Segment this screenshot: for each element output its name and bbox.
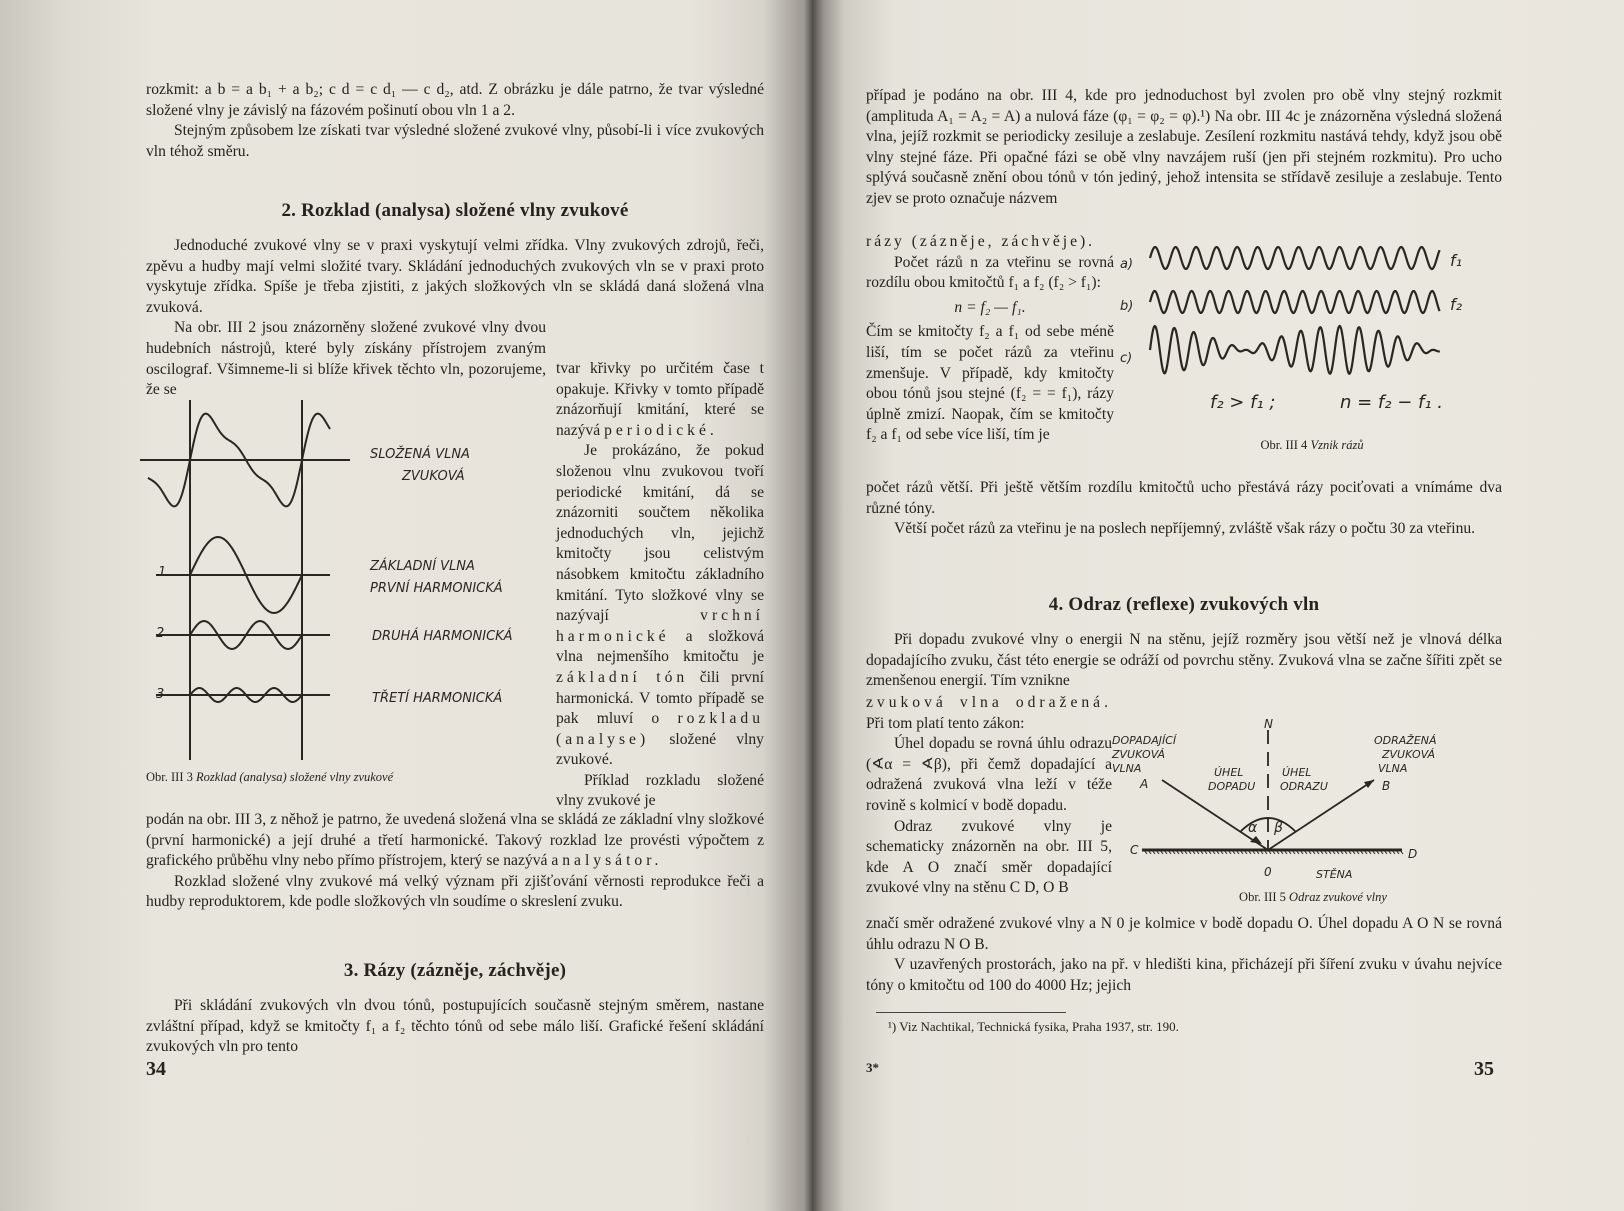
fig3-label-h1-2: PRVNÍ HARMONICKÁ <box>370 581 503 596</box>
fig4-label-b: b) <box>1120 299 1134 314</box>
s2-continued <box>146 810 764 913</box>
section-3-text <box>146 996 764 1058</box>
footnote-area <box>866 1012 1502 1035</box>
rp-formula: n = f₂ — f₁. <box>954 298 1026 316</box>
rp-paragraph-3-full: počet rázů větší. Při ještě větším rozdílu kmitočtů ucho přestává rázy pociťovati a vnímáme dva různé tóny. <box>866 479 1502 517</box>
fig4-relation: f₂ > f₁ ; <box>1210 392 1276 413</box>
footnote: ¹) Viz Nachtikal, Technická fysika, Praha 1937, str. 190. <box>888 1019 1179 1034</box>
s2-side-2b: a složková vlna nejmenšího kmitočtu je <box>556 627 764 666</box>
fig5-angle-in-2: DOPADU <box>1208 780 1256 793</box>
fig5-label-D: D <box>1408 847 1418 861</box>
fig3-label-composite-2: ZVUKOVÁ <box>402 469 465 484</box>
fig5-beta: β <box>1274 820 1283 836</box>
fig5-angle-out-1: ÚHEL <box>1282 766 1312 779</box>
rp-paragraph-1-top <box>866 86 1502 210</box>
fig5-label-wall: STĚNA <box>1316 868 1353 881</box>
fig5-alpha: α <box>1248 820 1258 836</box>
fig4-wave-a <box>1150 247 1440 269</box>
fig3-num-2: 2 <box>156 626 165 641</box>
s4-paragraph-1: Při dopadu zvukové vlny o energii N na stěnu, jejíž rozměry jsou větší než je vlnová délka dopadajícího zvuku, část této energie se odráží od povrchu stěny. Zvuková vlna se začne šířiti zpět se zmenšenou energií. Tím vznikne <box>866 631 1502 690</box>
fig5-caption-text: Odraz zvukové vlny <box>1289 890 1387 904</box>
s2-side-column <box>556 359 764 812</box>
right-side-column <box>866 232 1114 446</box>
fig5-label-N: N <box>1264 717 1273 731</box>
fig5-label-B: B <box>1382 779 1391 793</box>
s2-side-2d: složené vlny zvukové. <box>556 730 764 769</box>
figure-reflection <box>1112 717 1512 890</box>
right-middle-text <box>866 478 1502 540</box>
fig3-label-h2: DRUHÁ HARMONICKÁ <box>372 629 513 644</box>
section-4-text-bottom <box>866 914 1502 996</box>
s2-side-2-spaced-2: základní tón <box>556 668 689 686</box>
fig3-label-composite-1: SLOŽENÁ VLNA <box>370 447 470 462</box>
s2-paragraph-4: Rozklad složené vlny zvukové má velký význam při zjišťování věrnosti reprodukce řeči a hudby reproduktorem, kde podle složkových vln soudíme o skreslení zvuku. <box>146 872 764 911</box>
right-page-number: 35 <box>1474 1058 1494 1080</box>
section-4-text-top <box>866 630 1502 692</box>
section-4-title: 4. Odraz (reflexe) zvukových vln <box>1048 594 1320 615</box>
fig5-incident-2: ZVUKOVÁ <box>1112 748 1165 761</box>
fig3-label-h1-1: ZÁKLADNÍ VLNA <box>370 559 475 574</box>
fig5-reflected-3: VLNA <box>1378 762 1408 775</box>
s4-paragraph-3-full: značí směr odražené zvukové vlny a N 0 je kolmice v bodě dopadu O. Úhel dopadu A O N se rovná úhlu odrazu N O B. <box>866 915 1502 953</box>
s2-paragraph-3: podán na obr. III 3, z něhož je patrno, že uvedená složená vlna se skládá ze základní vlny složkové (první harmonické) a její druhé a třetí harmonické. Takový rozklad lze provésti výpočtem z grafického průběhu vlny nebo přímo přístrojem, který se nazývá <box>146 811 764 870</box>
s4-paragraph-1b: Při tom platí tento zákon: <box>866 714 1025 732</box>
s4-paragraph-3: Odraz zvukové vlny je schematicky znázorněn na obr. III 5, kde A O značí směr dopadající zvukové vlny na stěnu C D, O B <box>866 817 1112 897</box>
s2-side-1: tvar křivky po určitém čase t opakuje. Křivky v tomto případě znázorňují kmitání, které se nazývá <box>556 360 764 439</box>
rp-paragraph-2: Počet rázů n za vteřinu se rovná rozdílu obou kmitočtů f₁ a f₂ (f₂ > f₁): <box>866 253 1114 292</box>
s2-side-2: Je prokázáno, že pokud složenou vlnu zvukovou tvoří periodické kmitání, dá se znázorniti součtem několika jednoduchých vln, jejichž kmitočty jsou celistvým násobkem kmitočtu základního kmitání. Tyto složkové vlny se nazývají <box>556 442 764 625</box>
fig3-caption-text: Rozklad (analysa) složené vlny zvukové <box>196 770 394 784</box>
rp-paragraph-1: případ je podáno na obr. III 4, kde pro jednoduchost byl zvolen pro obě vlny stejný rozkmit (amplituda A₁ = A₂ = A) a nulová fáze (φ₁ = φ₂ = φ).¹) Na obr. III 4c je znázorněna výsledná složená vlna, jejíž rozkmit se periodicky zesiluje a zeslabuje. Zesílení rozkmitu nastává tehdy, když jsou obě vlny stejné fáze. Při opačné fázi se obě vlny navzájem ruší (jen při stejném rozkmitu). Pro ucho splývá současně znění obou tónů v tón jediný, jehož intensita se střídavě zesiluje a zeslabuje. Tento zjev se proto označuje názvem <box>866 87 1502 207</box>
s2-paragraph-1: Jednoduché zvukové vlny se v praxi vyskytují velmi zřídka. Vlny zvukových zdrojů, řeči, zpěvu a hudby mají velmi složité tvary. Skládání jednoduchých zvukových vln se v praxi proto vyskytuje zřídka. Spíše je třeba zjistiti, z jakých složkových vln se skládá daná složená vlna zvuková. <box>146 237 764 316</box>
rp-paragraph-3: Čím se kmitočty f₂ a f₁ od sebe méně liší, tím se počet rázů za vteřinu zmenšuje. V případě, kdy kmitočty obou tónů jsou stejné (f₂ = = f₁), rázy úplně zmizí. Naopak, čím se kmitočty f₂ a f₁ od sebe více liší, tím je <box>866 323 1114 444</box>
fig4-caption-text: Vznik rázů <box>1310 438 1364 452</box>
s4-paragraph-4: V uzavřených prostorách, jako na př. v hledišti kina, přicházejí při šíření zvuku v úvahu nejvíce tóny o kmitočtu od 100 do 4000 Hz; jejich <box>866 956 1502 994</box>
fig5-reflected-1: ODRAŽENÁ <box>1374 734 1437 747</box>
s2-side-text <box>556 359 764 441</box>
fig5-reflected-2: ZVUKOVÁ <box>1382 748 1435 761</box>
fig5-label-O: 0 <box>1264 865 1272 879</box>
fig5-label-C: C <box>1130 843 1139 857</box>
fig3-caption-num: Obr. III 3 <box>146 770 193 784</box>
intro-paragraph-1: rozkmit: a b = a b₁ + a b₂; c d = c d₁ — c d₂, atd. Z obrázku je dále patrno, že tvar výsledné složené vlny je závislý na fázovém pošinutí obou vln 1 a 2. <box>146 81 764 119</box>
fig5-angle-out-2: ODRAZU <box>1280 780 1328 793</box>
left-page-number: 34 <box>146 1058 166 1080</box>
fig4-label-a: a) <box>1120 257 1134 272</box>
figure-beats <box>1120 238 1500 438</box>
fig5-angle-in-1: ÚHEL <box>1214 766 1244 779</box>
fig4-label-f1: f₁ <box>1450 251 1463 270</box>
fig4-label-c: c) <box>1120 351 1133 366</box>
s2-paragraph-3-spaced: analysátor. <box>551 852 663 870</box>
fig4-wave-c <box>1150 326 1440 374</box>
fig3-num-1: 1 <box>158 565 167 580</box>
fig4-label-f2: f₂ <box>1450 295 1463 314</box>
footnote-rule <box>876 1012 1066 1013</box>
left-top-text <box>146 80 764 162</box>
s2-paragraph-2: Na obr. III 2 jsou znázorněny složené zvukové vlny dvou hudebních nástrojů, které byly získány přístrojem zvaným oscilograf. Všimneme-li si blíže křivek těchto vln, pozorujeme, že se <box>146 319 546 399</box>
fig5-arrow-reflected <box>1364 780 1374 788</box>
rp-paragraph-1-spaced: rázy (zázněje, záchvěje). <box>866 233 1096 250</box>
section-3-title: 3. Rázy (zázněje, záchvěje) <box>343 960 567 981</box>
fig4-caption-num: Obr. III 4 <box>1260 438 1308 452</box>
fig5-label-A: A <box>1140 777 1149 791</box>
s2-side-1-spaced: periodické. <box>604 421 718 439</box>
s2-side-2-spaced-1: vrchní harmonické <box>556 607 764 645</box>
intro-paragraph-2: Stejným způsobem lze získati tvar výsledné složené zvukové vlny, působí-li i více zvukových vln téhož směru. <box>146 122 764 160</box>
fig3-caption <box>146 770 546 785</box>
section-4-side-column <box>866 693 1112 899</box>
fig5-incident-1: DOPADAJÍCÍ <box>1112 734 1177 747</box>
s3-paragraph-1: Při skládání zvukových vln dvou tónů, postupujících současně stejným směrem, nastane zvláštní případ, když se kmitočty f₁ a f₂ těchto tónů od sebe málo liší. Grafické řešení skládání zvukových vln pro tento <box>146 997 764 1056</box>
s2-side-3: Příklad rozkladu složené vlny zvukové je <box>556 771 764 810</box>
fig3-num-3: 3 <box>156 687 165 702</box>
s4-paragraph-1-spaced: zvuková vlna odražená. <box>866 694 1112 711</box>
fig5-caption-num: Obr. III 5 <box>1239 890 1286 904</box>
fig4-caption <box>1152 438 1472 453</box>
signature-mark: 3* <box>866 1060 879 1075</box>
fig4-equation: n = f₂ − f₁ . <box>1340 392 1444 413</box>
right-top-text <box>866 86 1502 210</box>
figure-harmonics <box>140 400 552 770</box>
fig5-caption <box>1148 890 1478 905</box>
s2-side-2c: čili první harmonická. V tomto případě se pak mluví o <box>556 668 764 728</box>
fig5-incident-3: VLNA <box>1112 762 1142 775</box>
rp-paragraph-4: Větší počet rázů za vteřinu je na poslech nepříjemný, zvláště však rázy o počtu 30 za vteřinu. <box>894 520 1476 538</box>
section-2-title: 2. Rozklad (analysa) složené vlny zvukové <box>281 200 629 221</box>
fig3-label-h3: TŘETÍ HARMONICKÁ <box>372 691 503 706</box>
fig4-wave-b <box>1150 291 1440 313</box>
s4-paragraph-2: Úhel dopadu se rovná úhlu odrazu (∢α = ∢β), při čemž dopadající a odražená zvuková vlna leží v téže rovině s kolmicí v bodě dopadu. <box>866 735 1112 814</box>
s2-side-2-spaced-3: rozkladu (analyse) <box>556 710 764 748</box>
right-page <box>812 0 1624 1211</box>
